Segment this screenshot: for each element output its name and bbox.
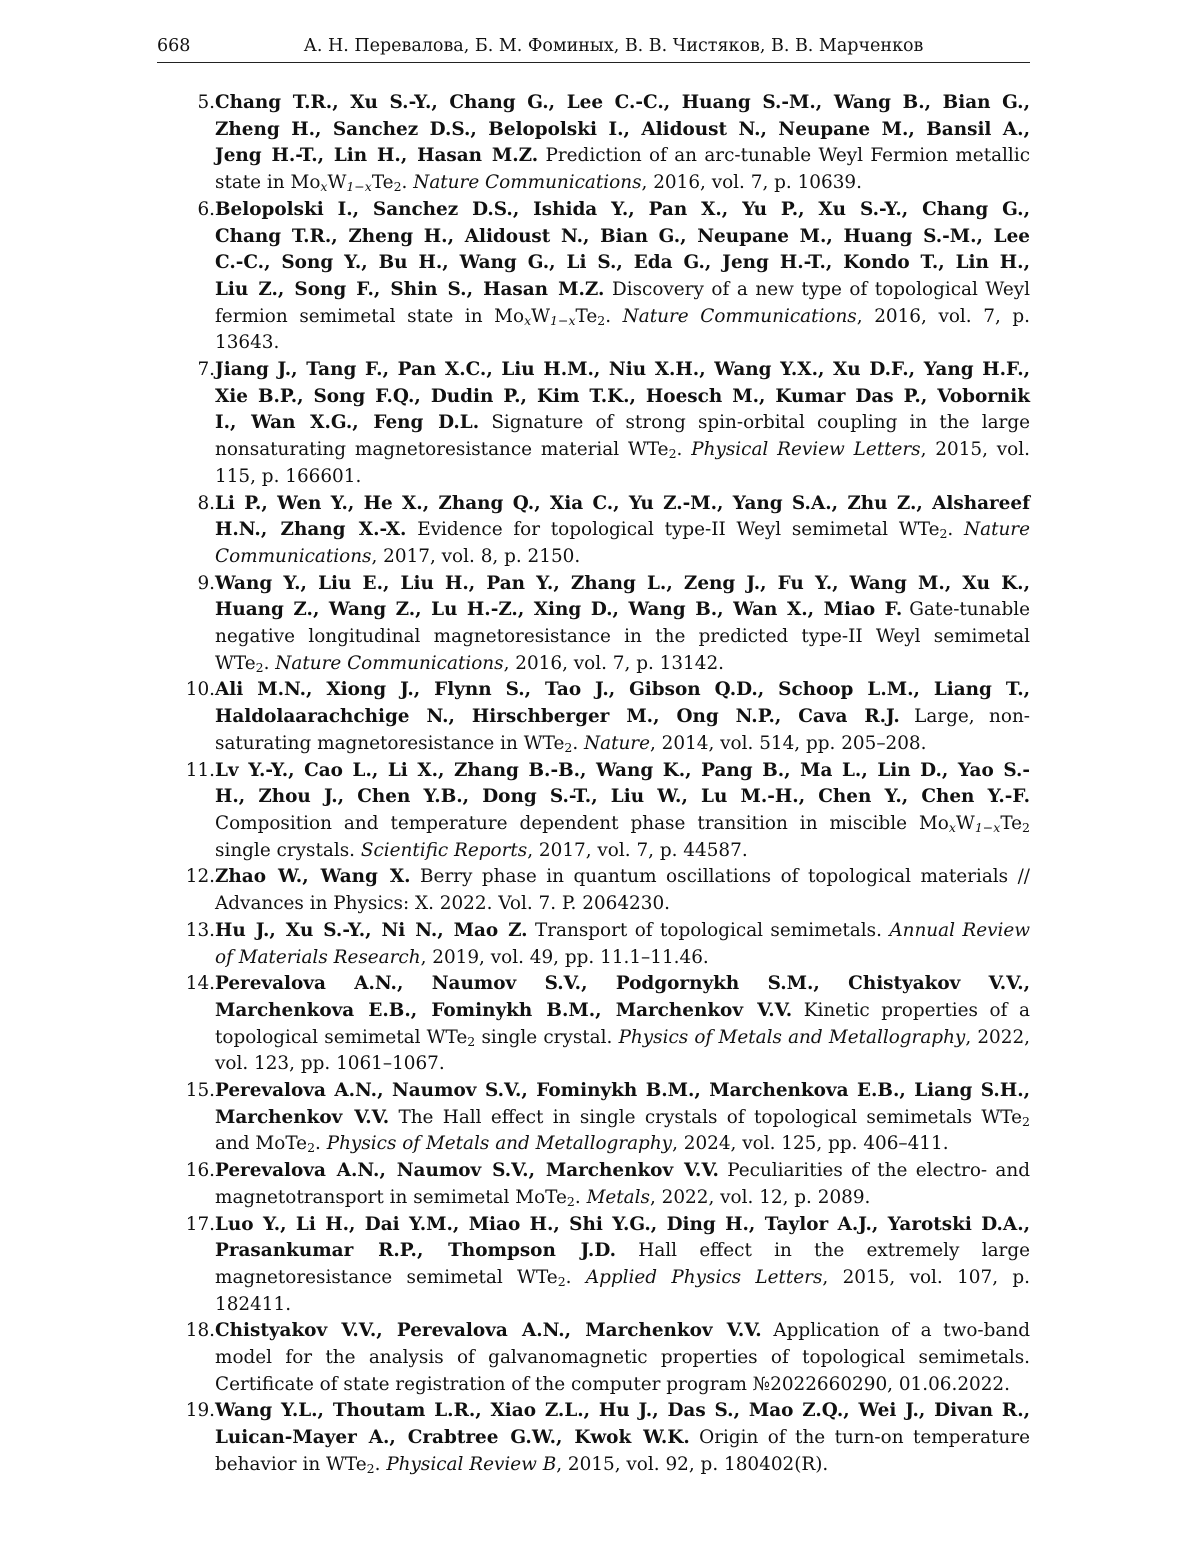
reference-item xyxy=(157,677,1030,757)
reference-body xyxy=(215,571,1030,678)
reference-authors: Hu J., Xu S.-Y., Ni N., Mao Z. xyxy=(215,920,528,941)
subscript xyxy=(307,1141,315,1156)
reference-number: 11. xyxy=(186,758,215,785)
reference-journal: Applied Physics Letters xyxy=(586,1267,823,1288)
reference-title: Kinetic properties of a topological semimetal WTe xyxy=(215,1000,1030,1048)
subscript xyxy=(1022,820,1030,835)
reference-item xyxy=(157,918,1030,971)
reference-title: Application of a two-band model for the analysis of galvanomagnetic properties of topological semimetals. Certificate of state registration of the computer program №2022660290, 01.06.2022. xyxy=(215,1320,1030,1394)
reference-title: Peculiarities of the electro- and magnetotransport in semimetal MoTe xyxy=(215,1160,1030,1208)
reference-list xyxy=(157,90,1030,1479)
reference-item xyxy=(157,971,1030,1078)
reference-journal: Nature xyxy=(584,733,650,754)
reference-number: 14. xyxy=(186,971,215,998)
reference-body xyxy=(215,1318,1030,1398)
reference-item xyxy=(157,1318,1030,1398)
reference-body xyxy=(215,197,1030,357)
reference-number: 6. xyxy=(197,197,215,224)
reference-title-part: . xyxy=(264,653,276,674)
reference-item xyxy=(157,491,1030,571)
reference-item xyxy=(157,1158,1030,1211)
reference-item xyxy=(157,864,1030,917)
subscript-text: 1−x xyxy=(975,820,1000,835)
subscript xyxy=(567,1194,575,1209)
subscript-text: x xyxy=(524,313,531,328)
subscript xyxy=(394,179,402,194)
reference-body xyxy=(215,758,1030,865)
subscript xyxy=(558,1274,566,1289)
reference-details: , 2015, vol. 115, p. 166601. xyxy=(215,439,1030,487)
reference-title: Discovery of a new type of topological Weyl fermion semimetal state in Mo xyxy=(215,279,1030,327)
subscript-text: 2 xyxy=(1022,1114,1030,1129)
reference-title-part: W xyxy=(956,813,975,834)
reference-item xyxy=(157,1078,1030,1158)
reference-title-part: . xyxy=(375,1454,387,1475)
subscript-text: 2 xyxy=(307,1141,315,1156)
reference-authors: Perevalova A.N., Naumov S.V., Fominykh B.M., Marchenkova E.B., Liang S.H., Marchenkov V.V. xyxy=(215,1080,1030,1128)
reference-title: Prediction of an arc-tunable Weyl Fermion metallic state in Mo xyxy=(215,145,1030,193)
reference-title: Evidence for topological type-II Weyl semimetal WTe xyxy=(406,519,939,540)
reference-title: Gate-tunable negative longitudinal magnetoresistance in the predicted type-II Weyl semimetal WTe xyxy=(215,599,1030,673)
reference-authors: Zhao W., Wang X. xyxy=(215,866,411,887)
reference-item xyxy=(157,1398,1030,1478)
reference-journal: Physical Review B xyxy=(386,1454,556,1475)
subscript-text: 2 xyxy=(394,179,402,194)
subscript-text: 2 xyxy=(367,1461,375,1476)
subscript-text: 1−x xyxy=(346,179,371,194)
reference-details: , 2024, vol. 125, pp. 406–411. xyxy=(672,1133,949,1154)
reference-title-part: W xyxy=(531,306,550,327)
reference-authors: Luo Y., Li H., Dai Y.M., Miao H., Shi Y.G., Ding H., Taylor A.J., Yarotski D.A., Prasankumar R.P., Thompson J.D. xyxy=(215,1214,1030,1262)
reference-journal: Nature Communications xyxy=(413,172,641,193)
reference-item xyxy=(157,1212,1030,1319)
reference-item xyxy=(157,758,1030,865)
reference-authors: Perevalova A.N., Naumov S.V., Marchenkov V.V. xyxy=(215,1160,719,1181)
reference-item xyxy=(157,90,1030,197)
reference-authors: Li P., Wen Y., He X., Zhang Q., Xia C., Yu Z.-M., Yang S.A., Zhu Z., Alshareef H.N., Zhang X.-X. xyxy=(215,493,1030,541)
reference-number: 16. xyxy=(186,1158,215,1185)
reference-title-part: . xyxy=(572,733,584,754)
reference-details: , 2016, vol. 7, p. 13643. xyxy=(215,306,1030,354)
subscript xyxy=(1022,1114,1030,1129)
page-number: 668 xyxy=(157,36,190,56)
reference-details: , 2017, vol. 7, p. 44587. xyxy=(527,840,747,861)
reference-item xyxy=(157,571,1030,678)
reference-body xyxy=(215,90,1030,197)
reference-authors: Chang T.R., Xu S.-Y., Chang G., Lee C.-C., Huang S.-M., Wang B., Bian G., Zheng H., Sanchez D.S., Belopolski I., Alidoust N., Neupane M., Bansil A., Jeng H.-T., Lin H., Hasan M.Z. xyxy=(215,92,1030,166)
subscript-text: 2 xyxy=(939,526,947,541)
reference-journal: Nature Communications xyxy=(275,653,503,674)
reference-authors: Wang Y., Liu E., Liu H., Pan Y., Zhang L., Zeng J., Fu Y., Wang M., Xu K., Huang Z., Wang Z., Lu H.-Z., Xing D., Wang B., Wan X., Miao F. xyxy=(215,573,1030,621)
reference-number: 8. xyxy=(197,491,215,518)
subscript-text: 1−x xyxy=(550,313,575,328)
reference-title: Origin of the turn-on temperature behavior in WTe xyxy=(215,1427,1030,1475)
reference-details: , 2015, vol. 92, p. 180402(R). xyxy=(556,1454,828,1475)
reference-authors: Perevalova A.N., Naumov S.V., Podgornykh S.M., Chistyakov V.V., Marchenkova E.B., Fominykh B.M., Marchenkov V.V. xyxy=(215,973,1030,1021)
reference-body xyxy=(215,1398,1030,1478)
reference-number: 7. xyxy=(197,357,215,384)
reference-details: , 2019, vol. 49, pp. 11.1–11.46. xyxy=(421,947,709,968)
subscript-text: 2 xyxy=(567,1194,575,1209)
reference-number: 17. xyxy=(186,1212,215,1239)
reference-body xyxy=(215,1158,1030,1211)
reference-number: 19. xyxy=(186,1398,215,1425)
reference-title-part: Te xyxy=(1000,813,1022,834)
reference-details: , 2014, vol. 514, pp. 205–208. xyxy=(650,733,927,754)
reference-title: Hall effect in the extremely large magnetoresistance semimetal WTe xyxy=(215,1240,1030,1288)
reference-item xyxy=(157,197,1030,357)
reference-title-part: . xyxy=(315,1133,327,1154)
reference-journal: Physics of Metals and Metallography xyxy=(619,1027,966,1048)
reference-authors: Lv Y.-Y., Cao L., Li X., Zhang B.-B., Wang K., Pang B., Ma L., Lin D., Yao S.-H., Zhou J., Chen Y.B., Dong S.-T., Liu W., Lu M.-H., Chen Y., Chen Y.-F. xyxy=(215,760,1030,808)
page-header xyxy=(157,36,1030,63)
reference-title-part: Te xyxy=(372,172,394,193)
reference-number: 15. xyxy=(186,1078,215,1105)
reference-details: , 2016, vol. 7, p. 13142. xyxy=(504,653,724,674)
reference-number: 12. xyxy=(186,864,215,891)
reference-title-part: . xyxy=(402,172,414,193)
subscript xyxy=(550,313,575,328)
reference-details: , 2015, vol. 107, p. 182411. xyxy=(215,1267,1030,1315)
reference-body xyxy=(215,971,1030,1078)
reference-title-part: . xyxy=(947,519,964,540)
reference-journal: Nature Communications xyxy=(215,519,1030,567)
reference-journal: Physics of Metals and Metallography xyxy=(327,1133,672,1154)
reference-title-part: single crystals. xyxy=(215,840,361,861)
reference-journal: Annual Review of Materials Research xyxy=(215,920,1030,968)
reference-title: Berry phase in quantum oscillations of topological materials // Advances in Physics: X. 2022. Vol. 7. P. 2064230. xyxy=(215,866,1030,914)
subscript xyxy=(669,446,677,461)
reference-number: 10. xyxy=(186,677,215,704)
reference-title-part: . xyxy=(605,306,622,327)
subscript-text: x xyxy=(949,820,956,835)
reference-title-part: W xyxy=(327,172,346,193)
running-head-authors: А. Н. Перевалова, Б. М. Фоминых, В. В. Чистяков, В. В. Марченков xyxy=(157,36,1030,56)
reference-number: 18. xyxy=(186,1318,215,1345)
reference-journal: Physical Review Letters xyxy=(691,439,920,460)
reference-details: , 2016, vol. 7, p. 10639. xyxy=(642,172,862,193)
subscript xyxy=(256,660,264,675)
subscript-text: 2 xyxy=(1022,820,1030,835)
reference-body xyxy=(215,1078,1030,1158)
reference-body xyxy=(215,491,1030,571)
reference-title: Transport of topological semimetals. xyxy=(528,920,882,941)
subscript-text: 2 xyxy=(597,313,605,328)
reference-authors: Chistyakov V.V., Perevalova A.N., Marchenkov V.V. xyxy=(215,1320,762,1341)
reference-journal: Scientific Reports xyxy=(361,840,527,861)
reference-journal: Metals xyxy=(587,1187,650,1208)
reference-item xyxy=(157,357,1030,491)
reference-title-part: . xyxy=(566,1267,586,1288)
reference-number: 13. xyxy=(186,918,215,945)
subscript-text: 2 xyxy=(558,1274,566,1289)
reference-body xyxy=(215,357,1030,491)
reference-title-part: . xyxy=(575,1187,587,1208)
reference-authors: Wang Y.L., Thoutam L.R., Xiao Z.L., Hu J., Das S., Mao Z.Q., Wei J., Divan R., Luican-Mayer A., Crabtree G.W., Kwok W.K. xyxy=(215,1400,1030,1448)
reference-title: The Hall effect in single crystals of topological semimetals WTe xyxy=(389,1107,1022,1128)
subscript xyxy=(346,179,371,194)
reference-body xyxy=(215,918,1030,971)
subscript-text: 2 xyxy=(564,740,572,755)
reference-authors: Ali M.N., Xiong J., Flynn S., Tao J., Gibson Q.D., Schoop L.M., Liang T., Haldolaarachchige N., Hirschberger M., Ong N.P., Cava R.J. xyxy=(215,679,1030,727)
subscript xyxy=(367,1461,375,1476)
reference-details: , 2022, vol. 12, p. 2089. xyxy=(650,1187,870,1208)
reference-title-part: and MoTe xyxy=(215,1133,307,1154)
subscript-text: 2 xyxy=(256,660,264,675)
reference-details: , 2022, vol. 123, pp. 1061–1067. xyxy=(215,1027,1030,1075)
reference-details: , 2017, vol. 8, p. 2150. xyxy=(371,546,580,567)
reference-title: Composition and temperature dependent phase transition in miscible Mo xyxy=(215,813,949,834)
reference-body xyxy=(215,864,1030,917)
subscript-text: x xyxy=(320,179,327,194)
reference-number: 9. xyxy=(197,571,215,598)
reference-body xyxy=(215,1212,1030,1319)
reference-journal: Nature Communications xyxy=(623,306,857,327)
reference-title-part: Te xyxy=(576,306,598,327)
subscript xyxy=(597,313,605,328)
subscript-text: 2 xyxy=(467,1034,475,1049)
reference-title: Large, non-saturating magnetoresistance in WTe xyxy=(215,706,1030,754)
reference-number: 5. xyxy=(197,90,215,117)
reference-body xyxy=(215,677,1030,757)
subscript-text: 2 xyxy=(669,446,677,461)
reference-authors: Belopolski I., Sanchez D.S., Ishida Y., Pan X., Yu P., Xu S.-Y., Chang G., Chang T.R., Zheng H., Alidoust N., Bian G., Neupane M., Huang S.-M., Lee C.-C., Song Y., Bu H., Wang G., Li S., Eda G., Jeng H.-T., Kondo T., Lin H., Liu Z., Song F., Shin S., Hasan M.Z. xyxy=(215,199,1030,300)
reference-authors: Jiang J., Tang F., Pan X.C., Liu H.M., Niu X.H., Wang Y.X., Xu D.F., Yang H.F., Xie B.P., Song F.Q., Dudin P., Kim T.K., Hoesch M., Kumar Das P., Vobornik I., Wan X.G., Feng D.L. xyxy=(215,359,1030,433)
subscript xyxy=(975,820,1000,835)
reference-title: Signature of strong spin-orbital coupling in the large nonsaturating magnetoresistance material WTe xyxy=(215,412,1030,460)
reference-title-part: . xyxy=(677,439,692,460)
subscript xyxy=(949,820,956,835)
reference-title-part: single crystal. xyxy=(475,1027,618,1048)
